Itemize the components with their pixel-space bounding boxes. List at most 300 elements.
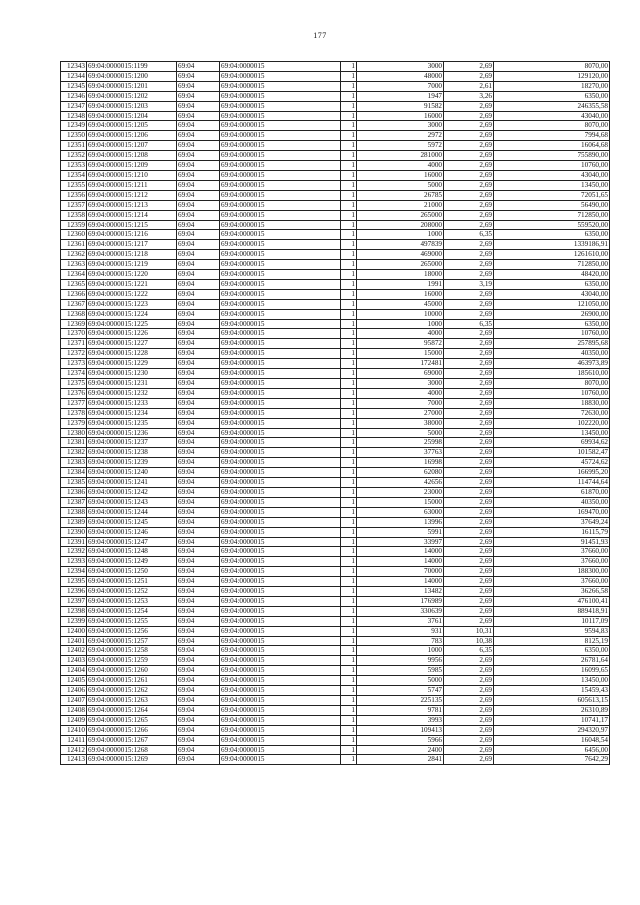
unit-value-cell: 2,69: [444, 408, 494, 418]
quarter-code-cell: 69:04:0000015: [220, 398, 341, 408]
table-row: [61, 260, 610, 270]
count-cell: 1: [341, 279, 357, 289]
cadastral-number-cell: 69:04:0000015:1206: [87, 131, 177, 141]
table-row: [61, 121, 610, 131]
unit-value-cell: 2,69: [444, 666, 494, 676]
area-cell: 4000: [357, 161, 444, 171]
count-cell: 1: [341, 557, 357, 567]
cadastral-number-cell: 69:04:0000015:1242: [87, 487, 177, 497]
unit-value-cell: 2,69: [444, 715, 494, 725]
row-number-cell: 12349: [61, 121, 87, 131]
unit-value-cell: 10,38: [444, 636, 494, 646]
area-cell: 5991: [357, 527, 444, 537]
district-code-cell: 69:04: [177, 240, 220, 250]
quarter-code-cell: 69:04:0000015: [220, 596, 341, 606]
cadastral-value-cell: 6456,00: [494, 745, 610, 755]
cadastral-value-cell: 18270,00: [494, 81, 610, 91]
cadastral-number-cell: 69:04:0000015:1212: [87, 190, 177, 200]
quarter-code-cell: 69:04:0000015: [220, 468, 341, 478]
area-cell: 109413: [357, 725, 444, 735]
district-code-cell: 69:04: [177, 517, 220, 527]
cadastral-number-cell: 69:04:0000015:1246: [87, 527, 177, 537]
count-cell: 1: [341, 220, 357, 230]
count-cell: 1: [341, 270, 357, 280]
table-row: [61, 428, 610, 438]
table-row: [61, 547, 610, 557]
table-row: [61, 220, 610, 230]
quarter-code-cell: 69:04:0000015: [220, 131, 341, 141]
table-row: [61, 329, 610, 339]
district-code-cell: 69:04: [177, 676, 220, 686]
table-row: [61, 725, 610, 735]
row-number-cell: 12404: [61, 666, 87, 676]
quarter-code-cell: 69:04:0000015: [220, 161, 341, 171]
quarter-code-cell: 69:04:0000015: [220, 369, 341, 379]
cadastral-value-cell: 101582,47: [494, 448, 610, 458]
area-cell: 4000: [357, 329, 444, 339]
unit-value-cell: 2,61: [444, 81, 494, 91]
unit-value-cell: 2,69: [444, 170, 494, 180]
area-cell: 21000: [357, 200, 444, 210]
cadastral-value-cell: 26900,00: [494, 309, 610, 319]
quarter-code-cell: 69:04:0000015: [220, 547, 341, 557]
cadastral-value-cell: 185610,00: [494, 369, 610, 379]
area-cell: 3000: [357, 121, 444, 131]
unit-value-cell: 2,69: [444, 696, 494, 706]
unit-value-cell: 2,69: [444, 339, 494, 349]
area-cell: 25998: [357, 438, 444, 448]
row-number-cell: 12380: [61, 428, 87, 438]
table-row: [61, 606, 610, 616]
count-cell: 1: [341, 577, 357, 587]
cadastral-number-cell: 69:04:0000015:1228: [87, 349, 177, 359]
count-cell: 1: [341, 319, 357, 329]
count-cell: 1: [341, 309, 357, 319]
area-cell: 45000: [357, 299, 444, 309]
quarter-code-cell: 69:04:0000015: [220, 111, 341, 121]
area-cell: 265000: [357, 260, 444, 270]
cadastral-value-cell: 7642,29: [494, 755, 610, 765]
area-cell: 783: [357, 636, 444, 646]
district-code-cell: 69:04: [177, 91, 220, 101]
district-code-cell: 69:04: [177, 636, 220, 646]
count-cell: 1: [341, 527, 357, 537]
unit-value-cell: 2,69: [444, 725, 494, 735]
count-cell: 1: [341, 161, 357, 171]
count-cell: 1: [341, 81, 357, 91]
row-number-cell: 12356: [61, 190, 87, 200]
row-number-cell: 12371: [61, 339, 87, 349]
cadastral-number-cell: 69:04:0000015:1214: [87, 210, 177, 220]
table-row: [61, 369, 610, 379]
cadastral-number-cell: 69:04:0000015:1225: [87, 319, 177, 329]
unit-value-cell: 2,69: [444, 379, 494, 389]
cadastral-number-cell: 69:04:0000015:1269: [87, 755, 177, 765]
district-code-cell: 69:04: [177, 537, 220, 547]
cadastral-value-cell: 755890,00: [494, 151, 610, 161]
table-row: [61, 398, 610, 408]
district-code-cell: 69:04: [177, 507, 220, 517]
table-row: [61, 527, 610, 537]
district-code-cell: 69:04: [177, 151, 220, 161]
cadastral-value-cell: 16115,79: [494, 527, 610, 537]
cadastral-number-cell: 69:04:0000015:1265: [87, 715, 177, 725]
cadastral-value-cell: 712850,00: [494, 260, 610, 270]
district-code-cell: 69:04: [177, 101, 220, 111]
unit-value-cell: 2,69: [444, 448, 494, 458]
unit-value-cell: 2,69: [444, 537, 494, 547]
area-cell: 16998: [357, 458, 444, 468]
unit-value-cell: 2,69: [444, 200, 494, 210]
row-number-cell: 12382: [61, 448, 87, 458]
row-number-cell: 12357: [61, 200, 87, 210]
cadastral-number-cell: 69:04:0000015:1264: [87, 705, 177, 715]
district-code-cell: 69:04: [177, 180, 220, 190]
district-code-cell: 69:04: [177, 557, 220, 567]
row-number-cell: 12375: [61, 379, 87, 389]
cadastral-value-cell: 7994,68: [494, 131, 610, 141]
area-cell: 5985: [357, 666, 444, 676]
row-number-cell: 12374: [61, 369, 87, 379]
cadastral-value-cell: 10741,17: [494, 715, 610, 725]
quarter-code-cell: 69:04:0000015: [220, 349, 341, 359]
cadastral-number-cell: 69:04:0000015:1250: [87, 567, 177, 577]
unit-value-cell: 2,69: [444, 517, 494, 527]
cadastral-value-cell: 188300,00: [494, 567, 610, 577]
cadastral-number-cell: 69:04:0000015:1257: [87, 636, 177, 646]
table-row: [61, 507, 610, 517]
unit-value-cell: 2,69: [444, 62, 494, 72]
unit-value-cell: 2,69: [444, 735, 494, 745]
quarter-code-cell: 69:04:0000015: [220, 339, 341, 349]
unit-value-cell: 2,69: [444, 497, 494, 507]
cadastral-value-cell: 26310,89: [494, 705, 610, 715]
area-cell: 2841: [357, 755, 444, 765]
district-code-cell: 69:04: [177, 606, 220, 616]
district-code-cell: 69:04: [177, 170, 220, 180]
row-number-cell: 12384: [61, 468, 87, 478]
cadastral-value-cell: 10760,00: [494, 329, 610, 339]
row-number-cell: 12402: [61, 646, 87, 656]
district-code-cell: 69:04: [177, 646, 220, 656]
row-number-cell: 12379: [61, 418, 87, 428]
row-number-cell: 12398: [61, 606, 87, 616]
quarter-code-cell: 69:04:0000015: [220, 270, 341, 280]
cadastral-number-cell: 69:04:0000015:1209: [87, 161, 177, 171]
table-row: [61, 656, 610, 666]
quarter-code-cell: 69:04:0000015: [220, 250, 341, 260]
district-code-cell: 69:04: [177, 210, 220, 220]
district-code-cell: 69:04: [177, 349, 220, 359]
district-code-cell: 69:04: [177, 200, 220, 210]
row-number-cell: 12408: [61, 705, 87, 715]
unit-value-cell: 2,69: [444, 260, 494, 270]
district-code-cell: 69:04: [177, 111, 220, 121]
unit-value-cell: 6,35: [444, 646, 494, 656]
cadastral-number-cell: 69:04:0000015:1268: [87, 745, 177, 755]
row-number-cell: 12386: [61, 487, 87, 497]
unit-value-cell: 2,69: [444, 676, 494, 686]
quarter-code-cell: 69:04:0000015: [220, 696, 341, 706]
cadastral-number-cell: 69:04:0000015:1261: [87, 676, 177, 686]
cadastral-number-cell: 69:04:0000015:1267: [87, 735, 177, 745]
cadastral-number-cell: 69:04:0000015:1201: [87, 81, 177, 91]
area-cell: 2400: [357, 745, 444, 755]
area-cell: 5972: [357, 141, 444, 151]
district-code-cell: 69:04: [177, 359, 220, 369]
cadastral-number-cell: 69:04:0000015:1203: [87, 101, 177, 111]
district-code-cell: 69:04: [177, 547, 220, 557]
cadastral-number-cell: 69:04:0000015:1232: [87, 388, 177, 398]
cadastral-number-cell: 69:04:0000015:1266: [87, 725, 177, 735]
quarter-code-cell: 69:04:0000015: [220, 745, 341, 755]
cadastral-value-cell: 61870,00: [494, 487, 610, 497]
area-cell: 2972: [357, 131, 444, 141]
row-number-cell: 12393: [61, 557, 87, 567]
count-cell: 1: [341, 656, 357, 666]
count-cell: 1: [341, 299, 357, 309]
row-number-cell: 12368: [61, 309, 87, 319]
count-cell: 1: [341, 458, 357, 468]
unit-value-cell: 2,69: [444, 596, 494, 606]
area-cell: 5000: [357, 428, 444, 438]
cadastral-number-cell: 69:04:0000015:1223: [87, 299, 177, 309]
unit-value-cell: 2,69: [444, 180, 494, 190]
area-cell: 172481: [357, 359, 444, 369]
table-row: [61, 567, 610, 577]
table-row: [61, 468, 610, 478]
unit-value-cell: 2,69: [444, 507, 494, 517]
district-code-cell: 69:04: [177, 309, 220, 319]
cadastral-value-cell: 72051,65: [494, 190, 610, 200]
district-code-cell: 69:04: [177, 289, 220, 299]
unit-value-cell: 2,69: [444, 487, 494, 497]
quarter-code-cell: 69:04:0000015: [220, 497, 341, 507]
table-row: [61, 240, 610, 250]
quarter-code-cell: 69:04:0000015: [220, 705, 341, 715]
quarter-code-cell: 69:04:0000015: [220, 388, 341, 398]
cadastral-value-cell: 26781,64: [494, 656, 610, 666]
unit-value-cell: 2,69: [444, 161, 494, 171]
quarter-code-cell: 69:04:0000015: [220, 121, 341, 131]
quarter-code-cell: 69:04:0000015: [220, 170, 341, 180]
count-cell: 1: [341, 715, 357, 725]
area-cell: 5966: [357, 735, 444, 745]
quarter-code-cell: 69:04:0000015: [220, 567, 341, 577]
cadastral-value-cell: 102220,00: [494, 418, 610, 428]
unit-value-cell: 2,69: [444, 438, 494, 448]
row-number-cell: 12367: [61, 299, 87, 309]
cadastral-number-cell: 69:04:0000015:1211: [87, 180, 177, 190]
count-cell: 1: [341, 141, 357, 151]
cadastral-value-cell: 43040,00: [494, 170, 610, 180]
cadastral-number-cell: 69:04:0000015:1259: [87, 656, 177, 666]
table-row: [61, 101, 610, 111]
cadastral-value-cell: 37649,24: [494, 517, 610, 527]
unit-value-cell: 2,69: [444, 547, 494, 557]
cadastral-number-cell: 69:04:0000015:1262: [87, 686, 177, 696]
table-row: [61, 458, 610, 468]
table-row: [61, 755, 610, 765]
row-number-cell: 12344: [61, 71, 87, 81]
cadastral-number-cell: 69:04:0000015:1219: [87, 260, 177, 270]
cadastral-number-cell: 69:04:0000015:1233: [87, 398, 177, 408]
cadastral-value-table: [60, 61, 610, 765]
district-code-cell: 69:04: [177, 735, 220, 745]
row-number-cell: 12392: [61, 547, 87, 557]
unit-value-cell: 2,69: [444, 527, 494, 537]
table-row: [61, 557, 610, 567]
quarter-code-cell: 69:04:0000015: [220, 626, 341, 636]
district-code-cell: 69:04: [177, 131, 220, 141]
cadastral-value-cell: 40350,00: [494, 349, 610, 359]
count-cell: 1: [341, 230, 357, 240]
table-row: [61, 626, 610, 636]
cadastral-value-cell: 605613,15: [494, 696, 610, 706]
cadastral-number-cell: 69:04:0000015:1231: [87, 379, 177, 389]
area-cell: 18000: [357, 270, 444, 280]
cadastral-number-cell: 69:04:0000015:1222: [87, 289, 177, 299]
row-number-cell: 12362: [61, 250, 87, 260]
table-row: [61, 596, 610, 606]
table-row: [61, 705, 610, 715]
table-row: [61, 279, 610, 289]
cadastral-value-cell: 37660,00: [494, 577, 610, 587]
row-number-cell: 12413: [61, 755, 87, 765]
unit-value-cell: 2,69: [444, 151, 494, 161]
quarter-code-cell: 69:04:0000015: [220, 735, 341, 745]
table-row: [61, 497, 610, 507]
row-number-cell: 12378: [61, 408, 87, 418]
count-cell: 1: [341, 180, 357, 190]
cadastral-number-cell: 69:04:0000015:1221: [87, 279, 177, 289]
cadastral-value-cell: 121050,00: [494, 299, 610, 309]
unit-value-cell: 2,69: [444, 388, 494, 398]
count-cell: 1: [341, 745, 357, 755]
area-cell: 1000: [357, 646, 444, 656]
unit-value-cell: 2,69: [444, 71, 494, 81]
unit-value-cell: 2,69: [444, 131, 494, 141]
area-cell: 15000: [357, 349, 444, 359]
district-code-cell: 69:04: [177, 190, 220, 200]
count-cell: 1: [341, 111, 357, 121]
quarter-code-cell: 69:04:0000015: [220, 81, 341, 91]
area-cell: 5747: [357, 686, 444, 696]
district-code-cell: 69:04: [177, 141, 220, 151]
cadastral-number-cell: 69:04:0000015:1226: [87, 329, 177, 339]
cadastral-value-cell: 129120,00: [494, 71, 610, 81]
quarter-code-cell: 69:04:0000015: [220, 616, 341, 626]
area-cell: 225135: [357, 696, 444, 706]
area-cell: 3761: [357, 616, 444, 626]
table-row: [61, 319, 610, 329]
quarter-code-cell: 69:04:0000015: [220, 577, 341, 587]
cadastral-value-cell: 15459,43: [494, 686, 610, 696]
row-number-cell: 12389: [61, 517, 87, 527]
district-code-cell: 69:04: [177, 279, 220, 289]
cadastral-value-cell: 36266,58: [494, 587, 610, 597]
count-cell: 1: [341, 190, 357, 200]
cadastral-number-cell: 69:04:0000015:1204: [87, 111, 177, 121]
district-code-cell: 69:04: [177, 62, 220, 72]
row-number-cell: 12401: [61, 636, 87, 646]
row-number-cell: 12385: [61, 478, 87, 488]
table-row: [61, 210, 610, 220]
unit-value-cell: 2,69: [444, 745, 494, 755]
count-cell: 1: [341, 418, 357, 428]
area-cell: 37763: [357, 448, 444, 458]
cadastral-value-cell: 169470,00: [494, 507, 610, 517]
area-cell: 469000: [357, 250, 444, 260]
table-row: [61, 696, 610, 706]
cadastral-value-cell: 13450,00: [494, 180, 610, 190]
cadastral-value-cell: 10760,00: [494, 161, 610, 171]
table-row: [61, 587, 610, 597]
cadastral-number-cell: 69:04:0000015:1245: [87, 517, 177, 527]
cadastral-value-cell: 246355,58: [494, 101, 610, 111]
row-number-cell: 12346: [61, 91, 87, 101]
table-row: [61, 190, 610, 200]
district-code-cell: 69:04: [177, 567, 220, 577]
cadastral-value-cell: 559520,00: [494, 220, 610, 230]
table-row: [61, 379, 610, 389]
quarter-code-cell: 69:04:0000015: [220, 180, 341, 190]
row-number-cell: 12388: [61, 507, 87, 517]
area-cell: 13482: [357, 587, 444, 597]
quarter-code-cell: 69:04:0000015: [220, 715, 341, 725]
unit-value-cell: 6,35: [444, 230, 494, 240]
quarter-code-cell: 69:04:0000015: [220, 646, 341, 656]
unit-value-cell: 2,69: [444, 121, 494, 131]
quarter-code-cell: 69:04:0000015: [220, 141, 341, 151]
count-cell: 1: [341, 101, 357, 111]
unit-value-cell: 2,69: [444, 468, 494, 478]
quarter-code-cell: 69:04:0000015: [220, 428, 341, 438]
cadastral-value-cell: 40350,00: [494, 497, 610, 507]
cadastral-value-cell: 6350,00: [494, 646, 610, 656]
area-cell: 91582: [357, 101, 444, 111]
row-number-cell: 12370: [61, 329, 87, 339]
quarter-code-cell: 69:04:0000015: [220, 686, 341, 696]
cadastral-value-cell: 114744,64: [494, 478, 610, 488]
row-number-cell: 12361: [61, 240, 87, 250]
area-cell: 1000: [357, 319, 444, 329]
district-code-cell: 69:04: [177, 656, 220, 666]
area-cell: 14000: [357, 557, 444, 567]
area-cell: 9956: [357, 656, 444, 666]
count-cell: 1: [341, 131, 357, 141]
area-cell: 33997: [357, 537, 444, 547]
district-code-cell: 69:04: [177, 715, 220, 725]
cadastral-value-cell: 48420,00: [494, 270, 610, 280]
table-row: [61, 131, 610, 141]
quarter-code-cell: 69:04:0000015: [220, 408, 341, 418]
count-cell: 1: [341, 448, 357, 458]
count-cell: 1: [341, 408, 357, 418]
row-number-cell: 12399: [61, 616, 87, 626]
unit-value-cell: 2,69: [444, 567, 494, 577]
table-row: [61, 289, 610, 299]
district-code-cell: 69:04: [177, 379, 220, 389]
count-cell: 1: [341, 210, 357, 220]
area-cell: 7000: [357, 81, 444, 91]
row-number-cell: 12406: [61, 686, 87, 696]
district-code-cell: 69:04: [177, 270, 220, 280]
count-cell: 1: [341, 349, 357, 359]
quarter-code-cell: 69:04:0000015: [220, 210, 341, 220]
cadastral-number-cell: 69:04:0000015:1241: [87, 478, 177, 488]
table-row: [61, 715, 610, 725]
